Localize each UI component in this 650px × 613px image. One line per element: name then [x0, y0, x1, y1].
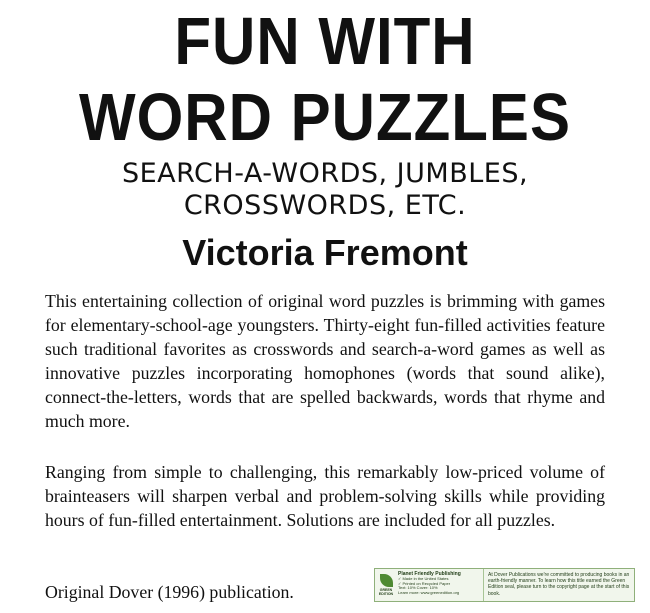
seal-left-panel: [375, 569, 484, 601]
green-edition-logo: [375, 569, 397, 601]
seal-item: ✓ Made in the United States: [398, 576, 449, 581]
logo-text-2: EDITION: [378, 592, 394, 596]
seal-item: Learn more: www.greenedition.org: [398, 589, 460, 595]
description-paragraph-1: This entertaining collection of original word puzzles is brimming with games for elementary-school-age youngsters. Thirty-eight fun-filled activities feature such traditional favorites as crosswords and search-a-word games as well as innovative puzzles incorporating homophones (words that sound alike), connect-the-letters, words that are spelled backwards, words that rhyme and much more.: [45, 291, 605, 431]
description-paragraph-2: Ranging from simple to challenging, this remarkably low-priced volume of brainteasers will sharpen verbal and problem-solving skills while providing hours of fun-filled entertainment. Solutions are included for all puzzles.: [45, 462, 605, 530]
logo-text-1: GREEN: [379, 588, 393, 592]
title-line-2: WORD PUZZLES: [79, 79, 571, 155]
subtitle-line-1: SEARCH-A-WORDS, JUMBLES,: [121, 158, 529, 189]
seal-heading: Planet Friendly Publishing: [398, 571, 461, 577]
green-edition-seal: [374, 568, 635, 602]
seal-info: [397, 569, 483, 601]
leaf-icon: [380, 574, 393, 587]
seal-statement: At Dover Publications we're committed to producing books in an earth-friendly manner. To learn how this title earned the Green Edition seal, please turn to the copyright page at the start of this book.: [488, 572, 630, 597]
author-name: Victoria Fremont: [182, 232, 468, 273]
title-line-1: FUN WITH: [174, 3, 476, 79]
seal-item: Text: 10% Cover: 10%: [398, 585, 438, 591]
seal-item: ✓ Printed on Recycled Paper: [398, 580, 451, 586]
publication-note: Original Dover (1996) publication.: [45, 582, 294, 602]
subtitle-line-2: CROSSWORDS, ETC.: [183, 190, 467, 221]
